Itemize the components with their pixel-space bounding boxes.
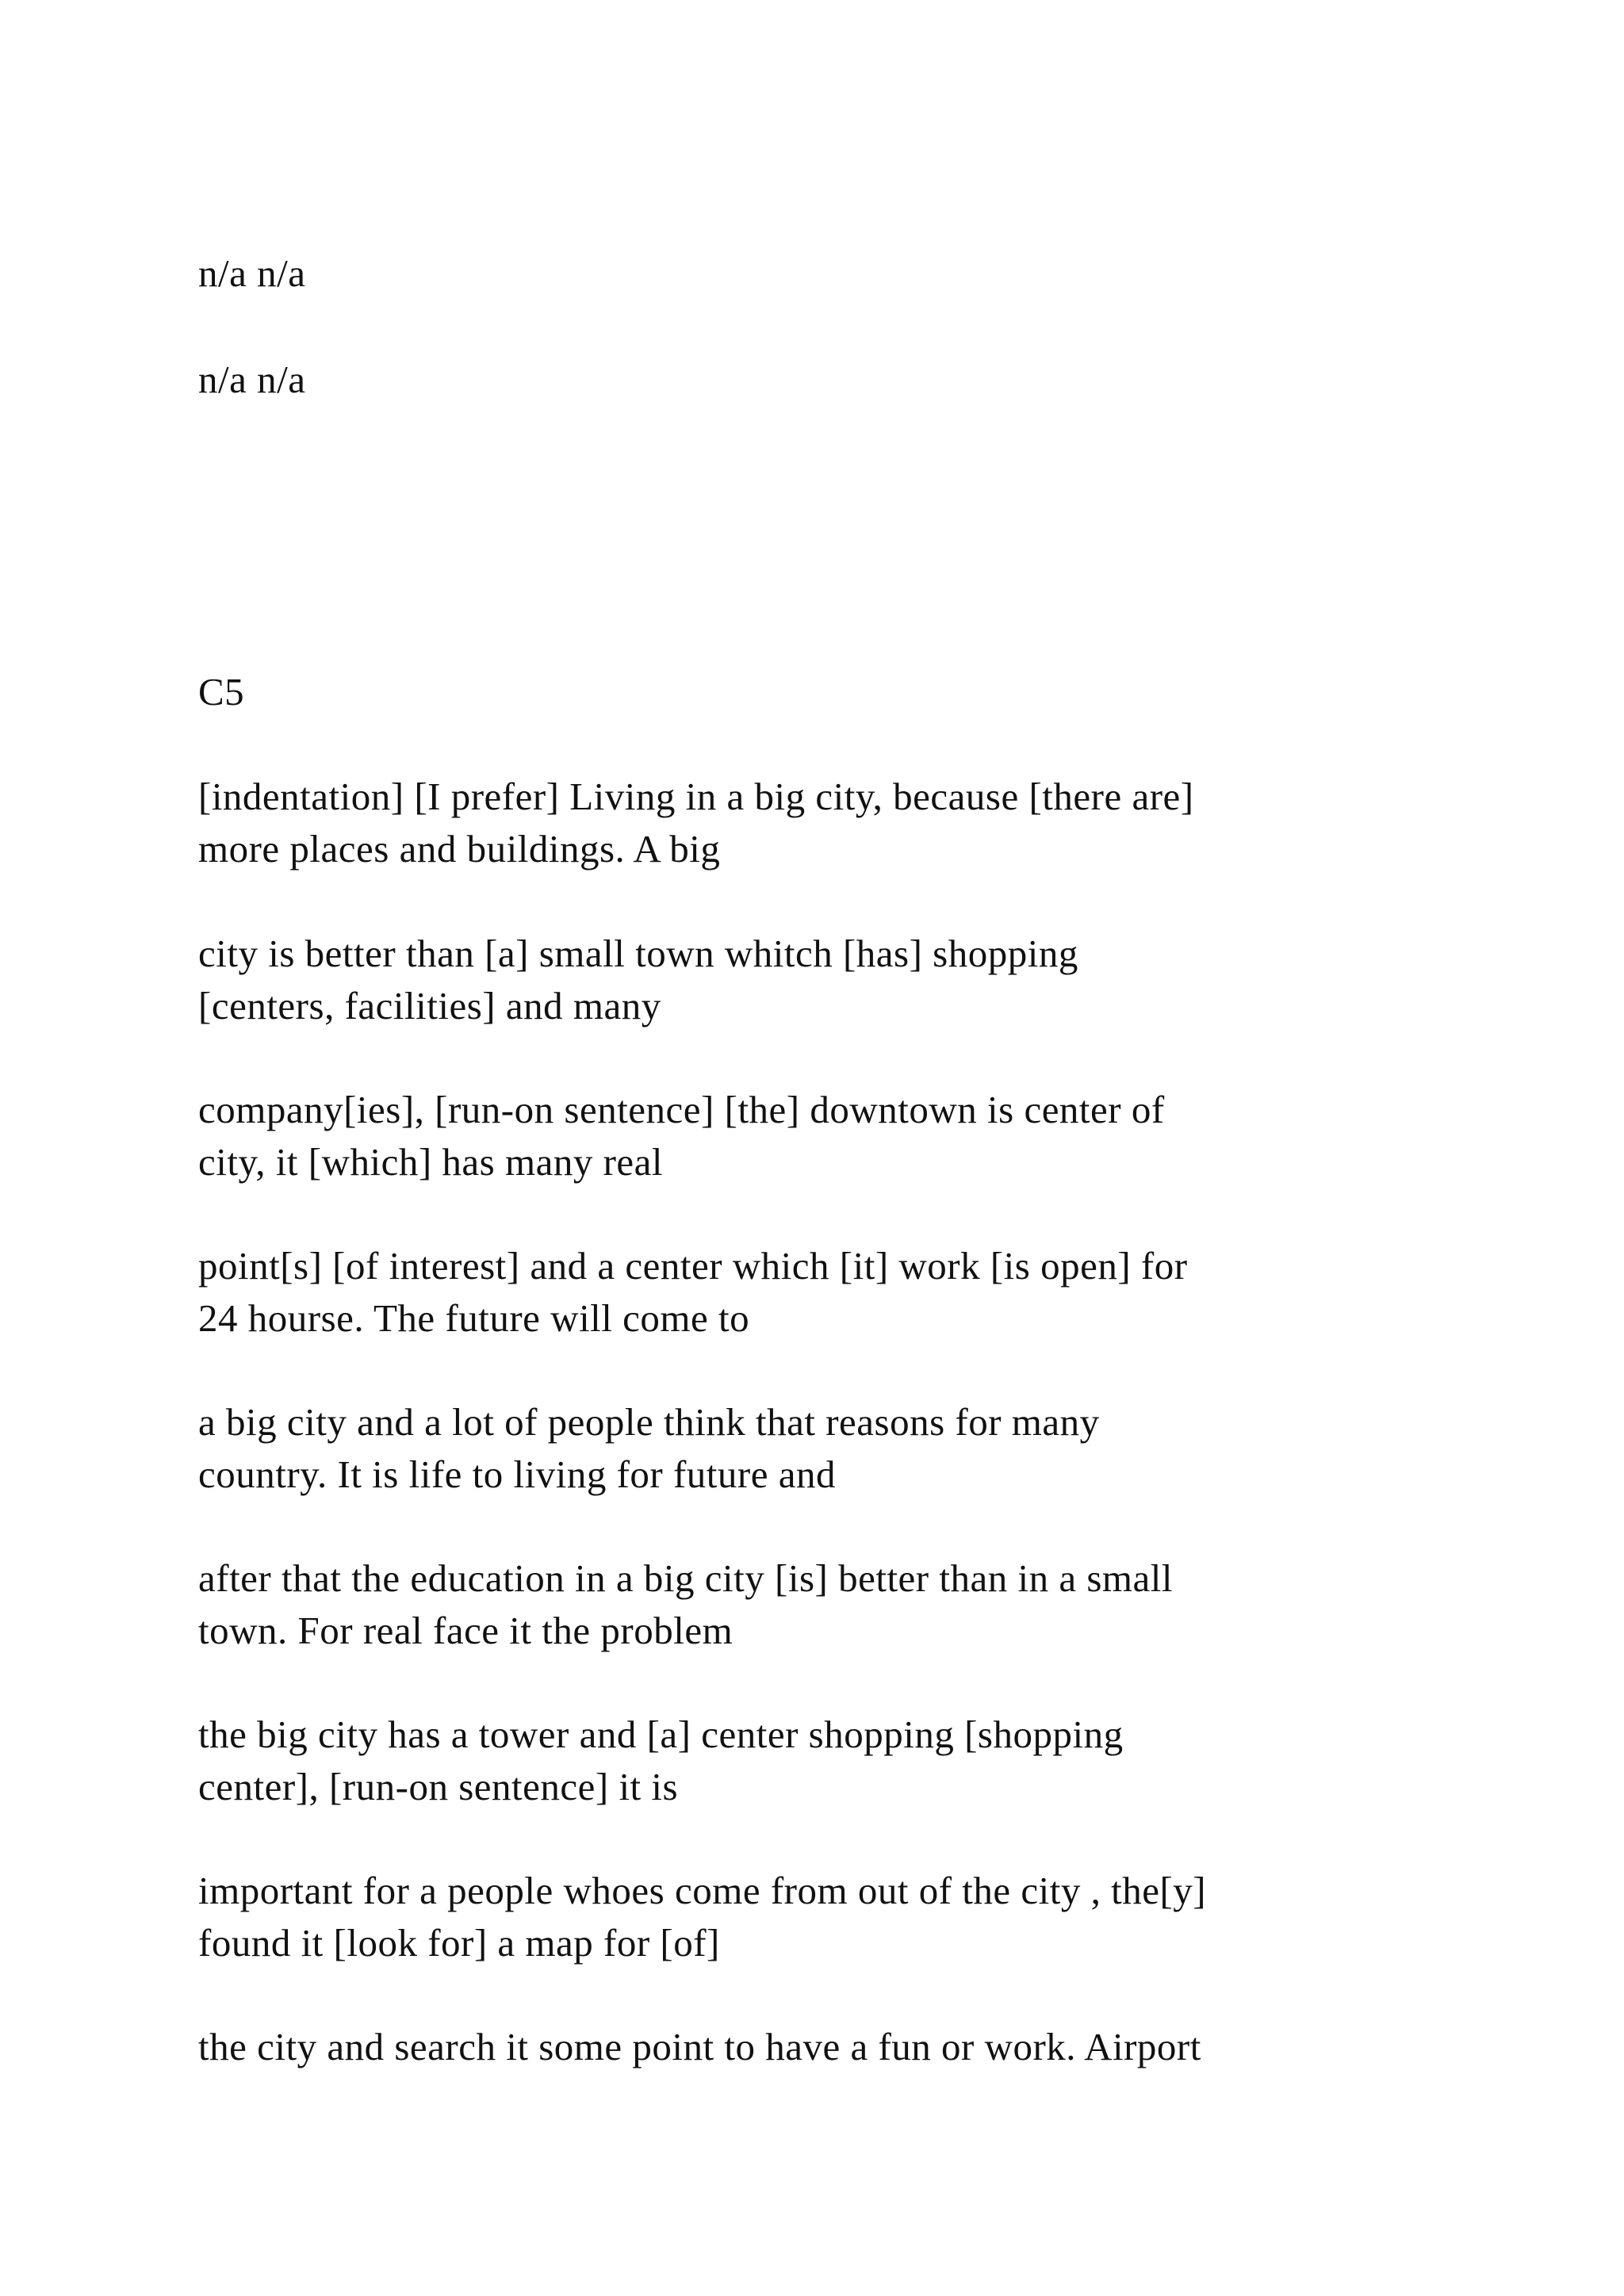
paragraph-7: the big city has a tower and [a] center shopping [shopping center], [run-on sentence] it is — [198, 1712, 1124, 1808]
header-line-2: n/a n/a — [198, 358, 306, 401]
paragraph-5: a big city and a lot of people think that reasons for many country. It is life to living for future and — [198, 1400, 1100, 1496]
paragraph-9: the city and search it some point to have a fun or work. Airport — [198, 2025, 1201, 2068]
section-label: C5 — [198, 670, 245, 714]
paragraph-4: point[s] [of interest] and a center which [it] work [is open] for 24 hourse. The future will come to — [198, 1244, 1188, 1340]
paragraph-2: city is better than [a] small town whitch [has] shopping [centers, facilities] and many — [198, 932, 1078, 1027]
paragraph-6: after that the education in a big city [is] better than in a small town. For real face it the problem — [198, 1556, 1174, 1652]
paragraph-1: [indentation] [I prefer] Living in a big city, because [there are] more places and buildings. A big — [198, 775, 1194, 871]
paragraph-3: company[ies], [run-on sentence] [the] downtown is center of city, it [which] has many real — [198, 1088, 1165, 1184]
header-line-1: n/a n/a — [198, 251, 306, 295]
paragraph-8: important for a people whoes come from out of the city , the[y] found it [look for] a map for [of] — [198, 1869, 1207, 1965]
